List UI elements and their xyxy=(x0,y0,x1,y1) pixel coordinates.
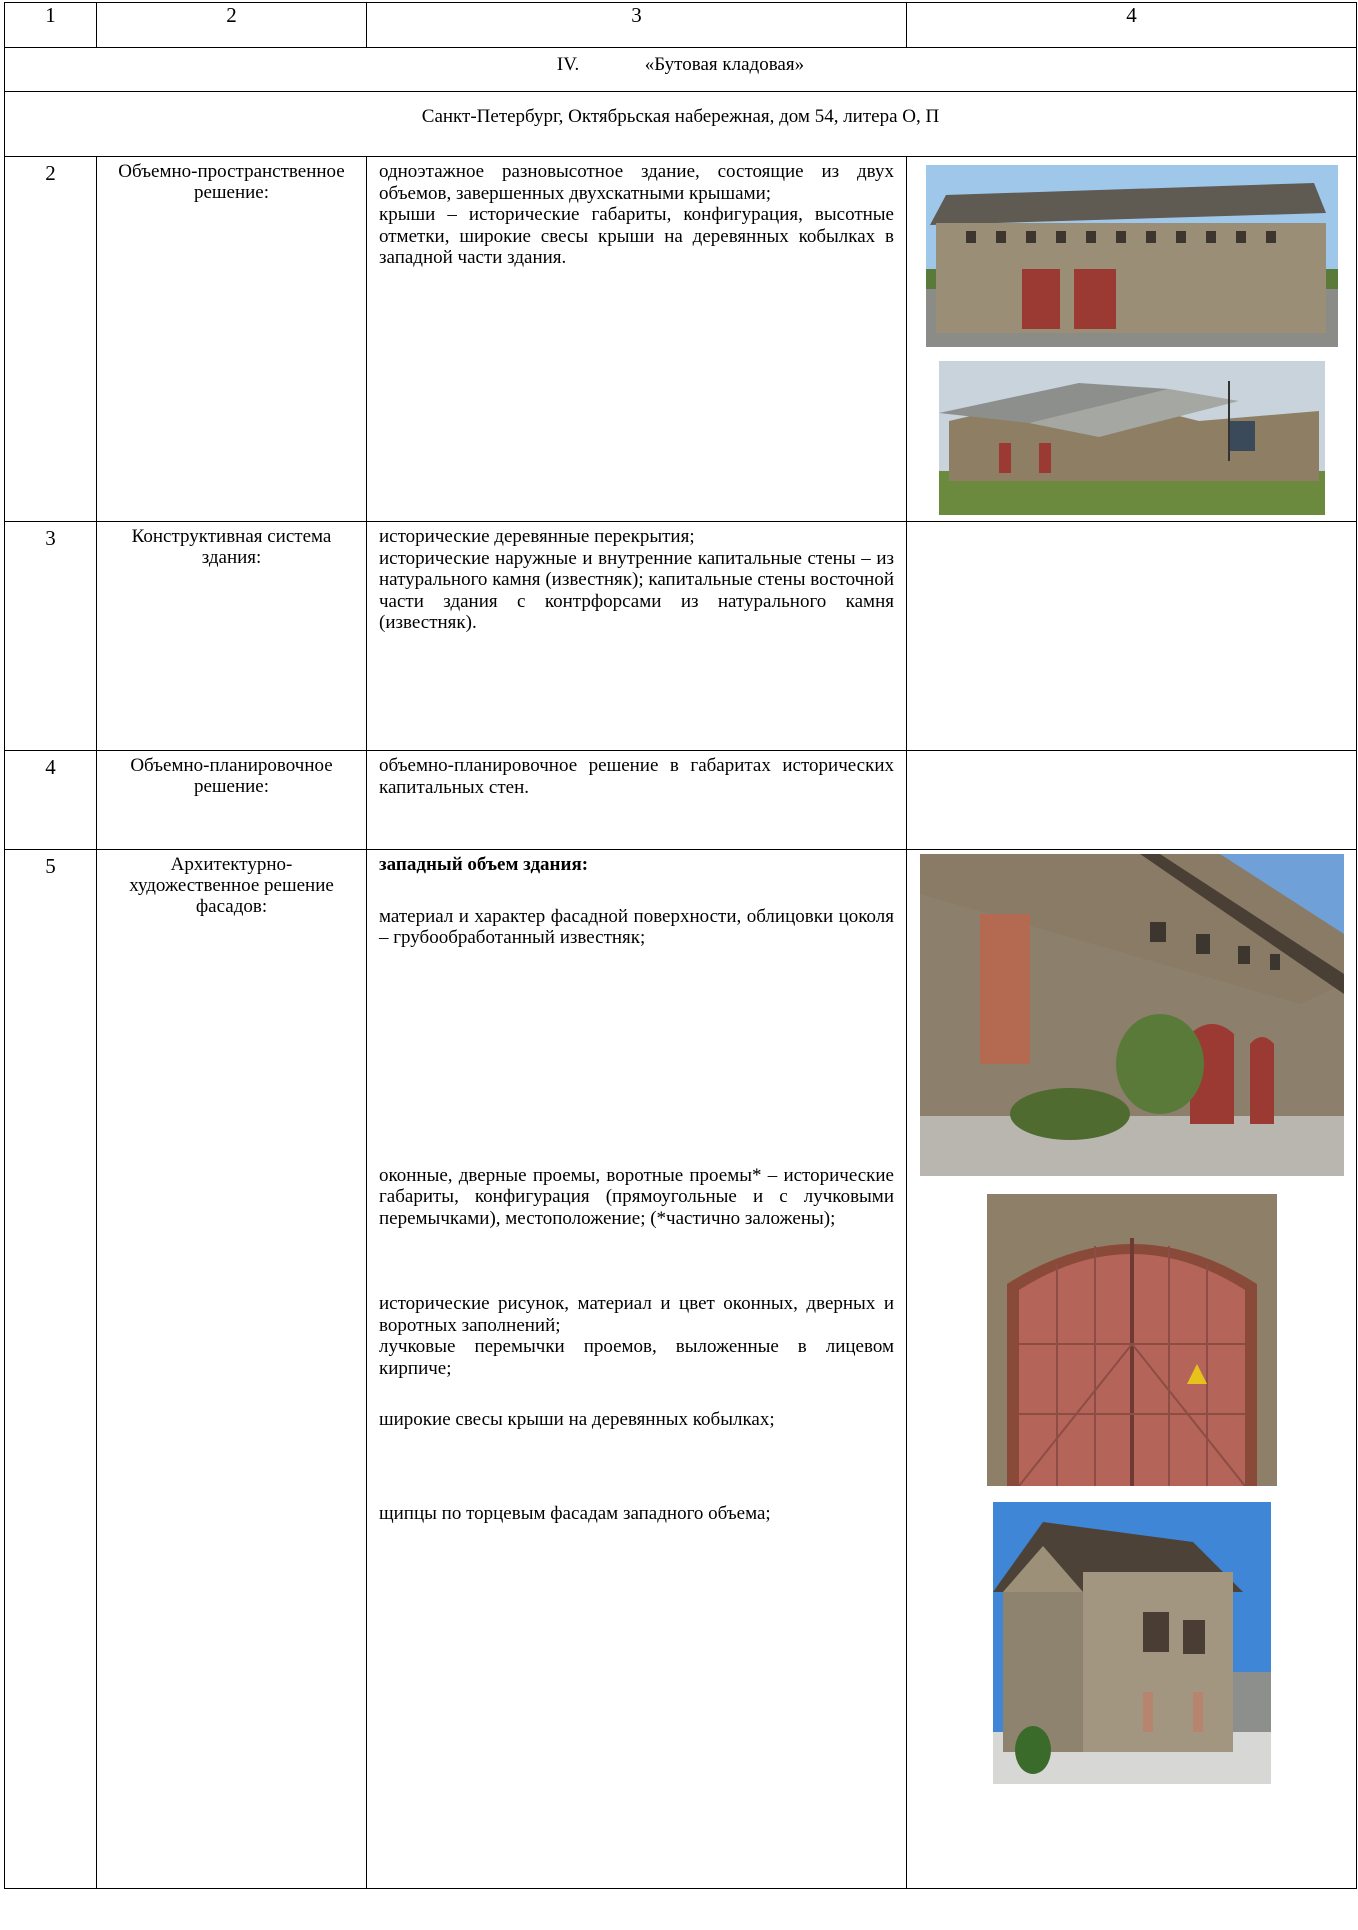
section-title xyxy=(5,54,1356,75)
table-row xyxy=(5,751,1357,850)
row-name: Архитектурно-художественное решение фасадов: xyxy=(97,850,367,1889)
row-text xyxy=(367,751,907,850)
row-name: Конструктивная система здания: xyxy=(97,522,367,751)
section-title-row xyxy=(5,48,1357,157)
header-row xyxy=(5,3,1357,48)
text-subheading: западный объем здания: xyxy=(379,854,589,875)
photo-cell xyxy=(907,522,1357,751)
text-paragraph: широкие свесы крыши на деревянных кобылках; xyxy=(379,1409,775,1430)
row-name: Объемно-планировочное решение: xyxy=(97,751,367,850)
table-row xyxy=(5,157,1357,522)
text-paragraph: исторические наружные и внутренние капитальные стены – из натурального камня (известняк); капитальные стены восточной части здания с контрфорсами из натурального камня (известняк). xyxy=(379,547,894,633)
photo-cell xyxy=(907,157,1357,522)
header-cell-4: 4 xyxy=(907,3,1357,48)
text-paragraph: материал и характер фасадной поверхности, облицовки цоколя – грубообработанный известняк; xyxy=(379,905,894,948)
row-text xyxy=(367,157,907,522)
text-paragraph: щипцы по торцевым фасадам западного объема; xyxy=(379,1502,771,1524)
text-paragraph: лучковые перемычки проемов, выложенные в лицевом кирпиче; xyxy=(379,1336,894,1379)
text-paragraph: оконные, дверные проемы, воротные проемы* – исторические габариты, конфигурация (прямоугольные и с лучковыми перемычками), местоположение; (*частично заложены); xyxy=(379,1164,894,1229)
building-photo xyxy=(926,165,1338,347)
gate-photo xyxy=(987,1194,1277,1486)
photo-cell xyxy=(907,850,1357,1889)
section-title-text: «Бутовая кладовая» xyxy=(644,54,805,75)
row-number: 2 xyxy=(5,157,97,522)
row-text xyxy=(367,522,907,751)
row-text xyxy=(367,850,907,1889)
header-cell-3: 3 xyxy=(367,3,907,48)
facade-photo xyxy=(920,854,1344,1176)
table-row xyxy=(5,850,1357,1889)
section-address: Санкт-Петербург, Октябрьская набережная, дом 54, литера О, П xyxy=(5,91,1356,127)
row-number: 3 xyxy=(5,522,97,751)
row-number: 5 xyxy=(5,850,97,1889)
text-paragraph: исторические рисунок, материал и цвет оконных, дверных и воротных заполнений; xyxy=(379,1293,894,1336)
photo-cell xyxy=(907,751,1357,850)
header-cell-1: 1 xyxy=(5,3,97,48)
section-number: IV. xyxy=(556,54,580,75)
row-name: Объемно-пространственное решение: xyxy=(97,157,367,522)
header-cell-2: 2 xyxy=(97,3,367,48)
table-row xyxy=(5,522,1357,751)
text-paragraph: одноэтажное разновысотное здание, состоящие из двух объемов, завершенных двухскатными крышами; xyxy=(379,161,894,204)
document-table xyxy=(4,2,1357,1889)
building-corner-photo xyxy=(993,1502,1271,1784)
building-photo xyxy=(939,361,1325,515)
text-paragraph: исторические деревянные перекрытия; xyxy=(379,526,695,547)
text-paragraph: объемно-планировочное решение в габаритах исторических капитальных стен. xyxy=(379,755,894,798)
text-paragraph: крыши – исторические габариты, конфигурация, высотные отметки, широкие свесы крыши на деревянных кобылках в западной части здания. xyxy=(379,204,894,268)
row-number: 4 xyxy=(5,751,97,850)
